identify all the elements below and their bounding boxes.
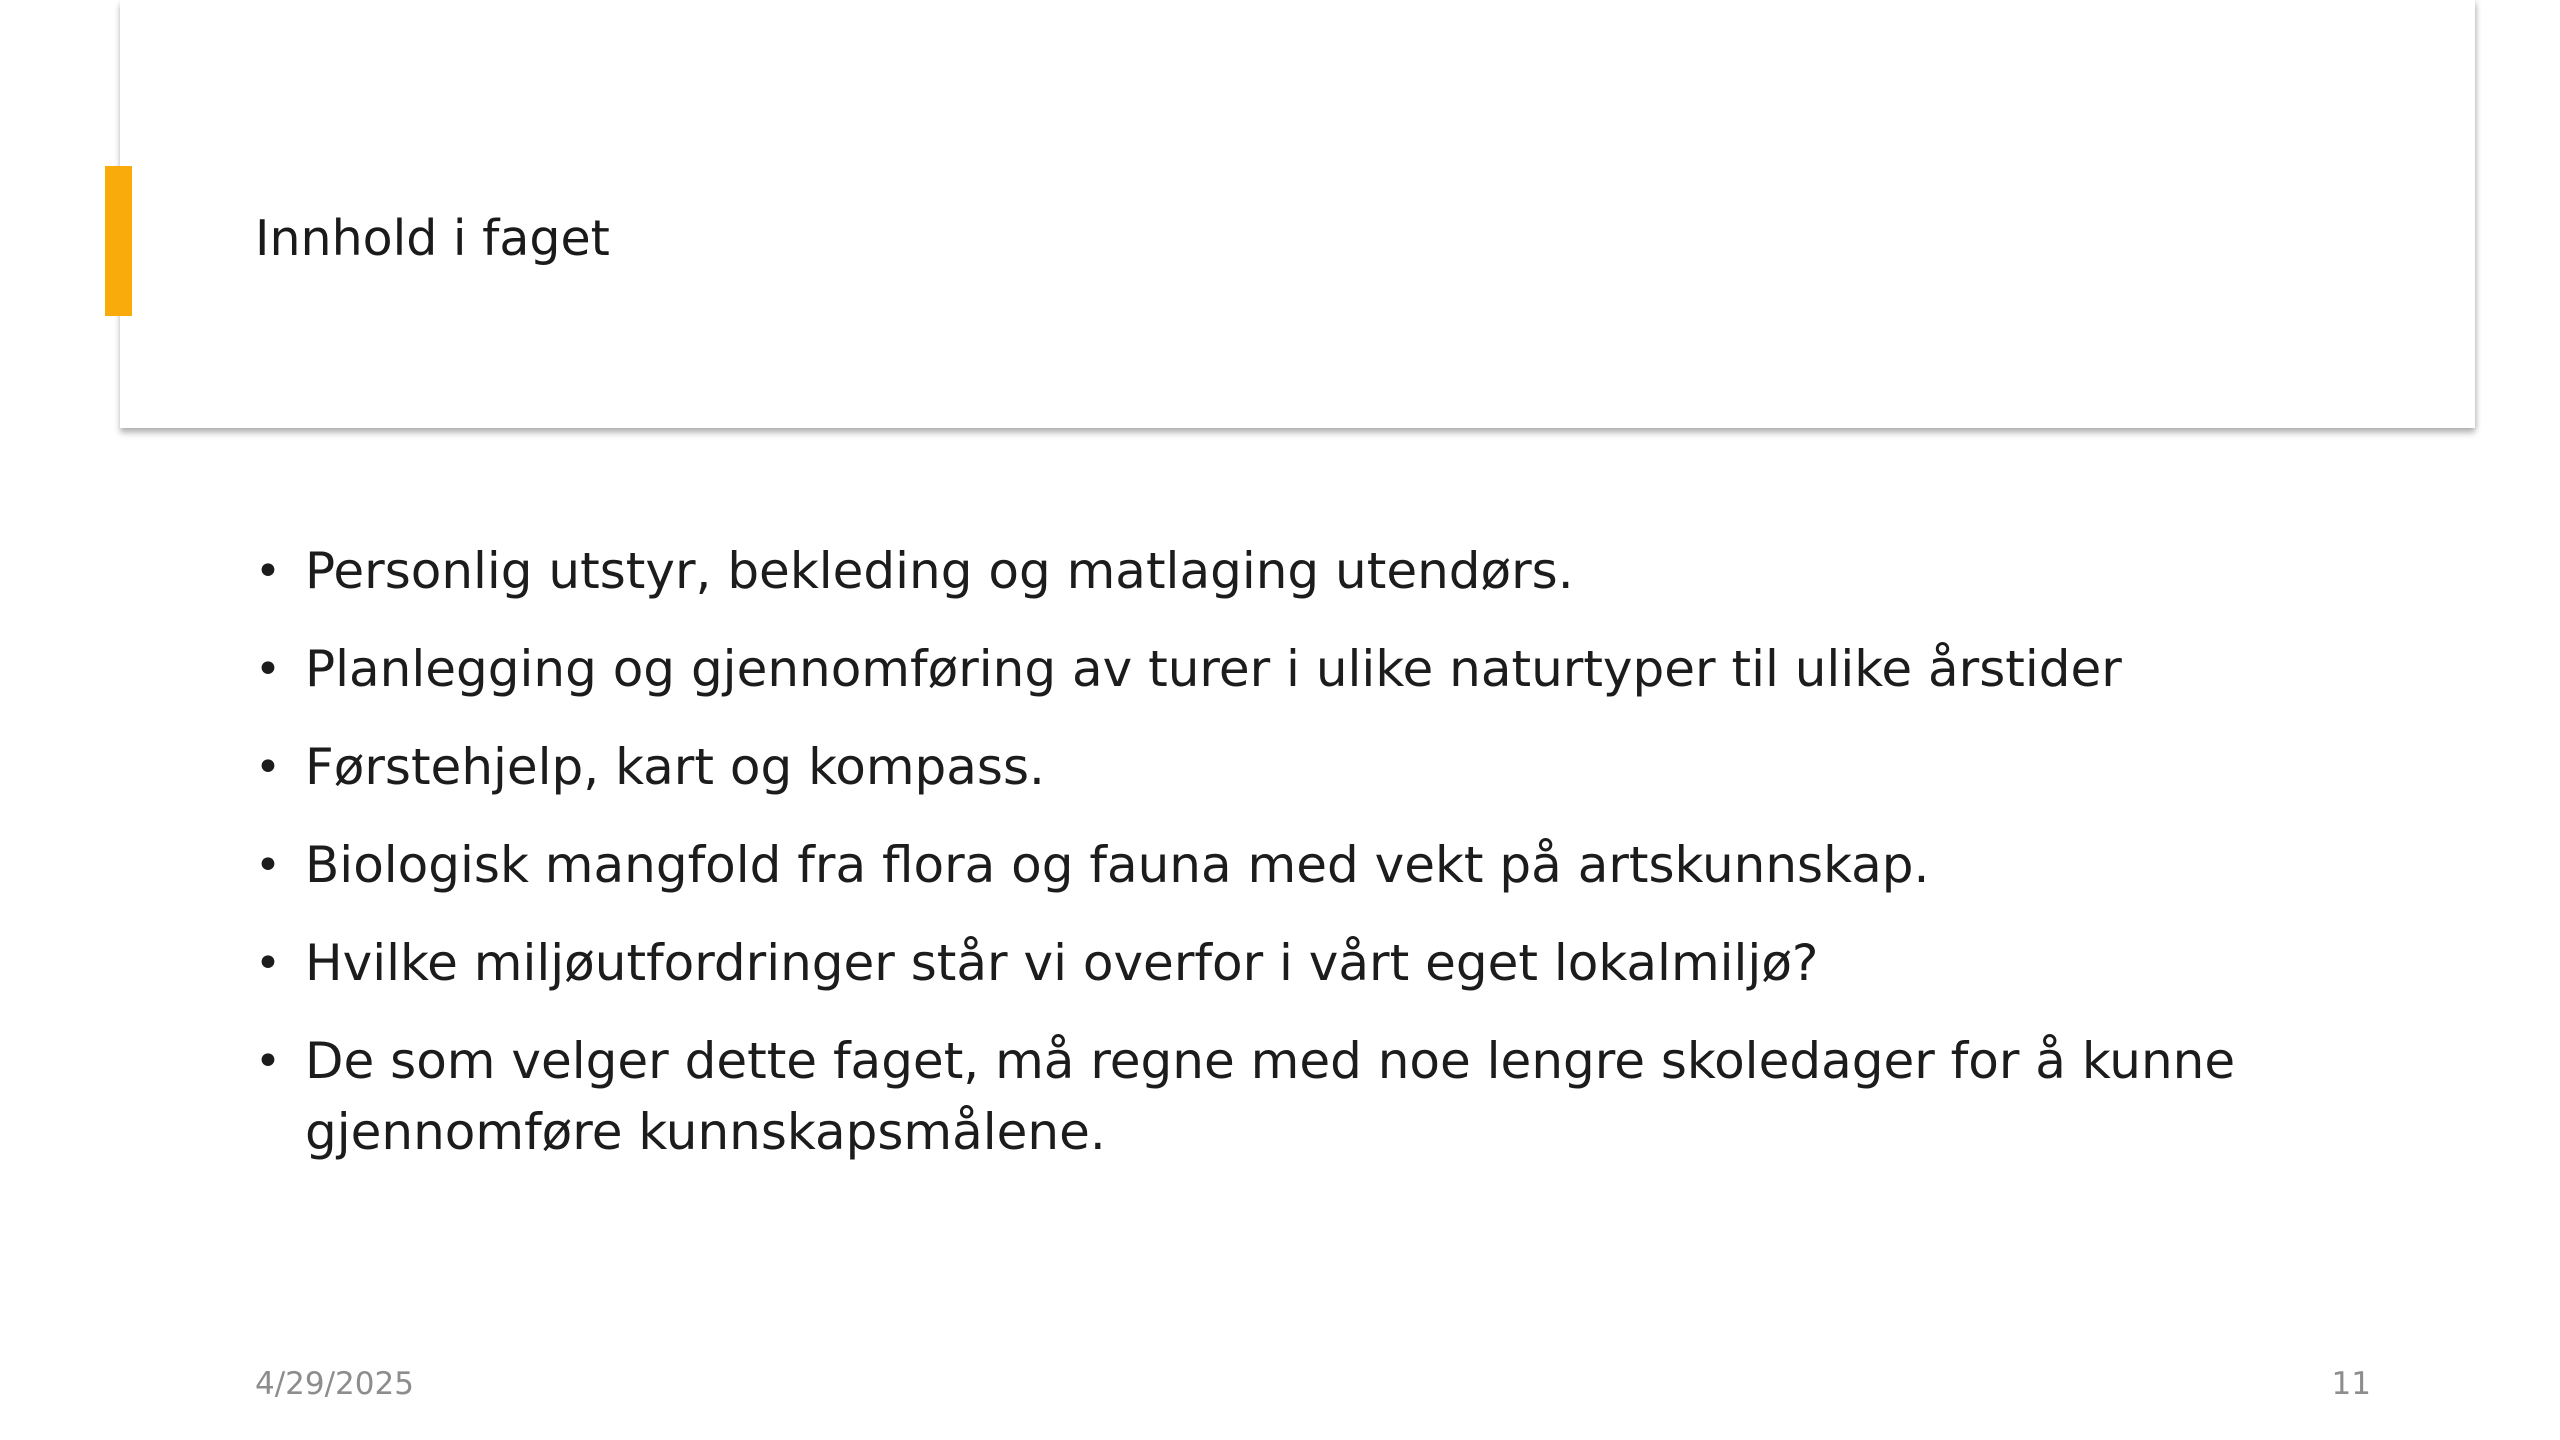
bullet-item[interactable]: • Planlegging og gjennomføring av turer i ulike naturtyper til ulike årstider <box>255 634 2355 705</box>
title-accent-bar <box>105 166 132 316</box>
bullet-item[interactable]: • Førstehjelp, kart og kompass. <box>255 732 2355 803</box>
slide-title[interactable]: Innhold i faget <box>255 210 610 267</box>
bullet-item[interactable]: • De som velger dette faget, må regne med noe lengre skoledager for å kunne gjennomføre kunnskapsmålene. <box>255 1026 2355 1168</box>
footer-date: 4/29/2025 <box>255 1366 414 1402</box>
bullet-list <box>255 536 2355 1195</box>
bullet-item[interactable]: • Hvilke miljøutfordringer står vi overfor i vårt eget lokalmiljø? <box>255 928 2355 999</box>
bullet-item[interactable]: • Biologisk mangfold fra flora og fauna med vekt på artskunnskap. <box>255 830 2355 901</box>
bullet-item[interactable]: • Personlig utstyr, bekleding og matlaging utendørs. <box>255 536 2355 607</box>
page-number: 11 <box>2331 1366 2371 1402</box>
